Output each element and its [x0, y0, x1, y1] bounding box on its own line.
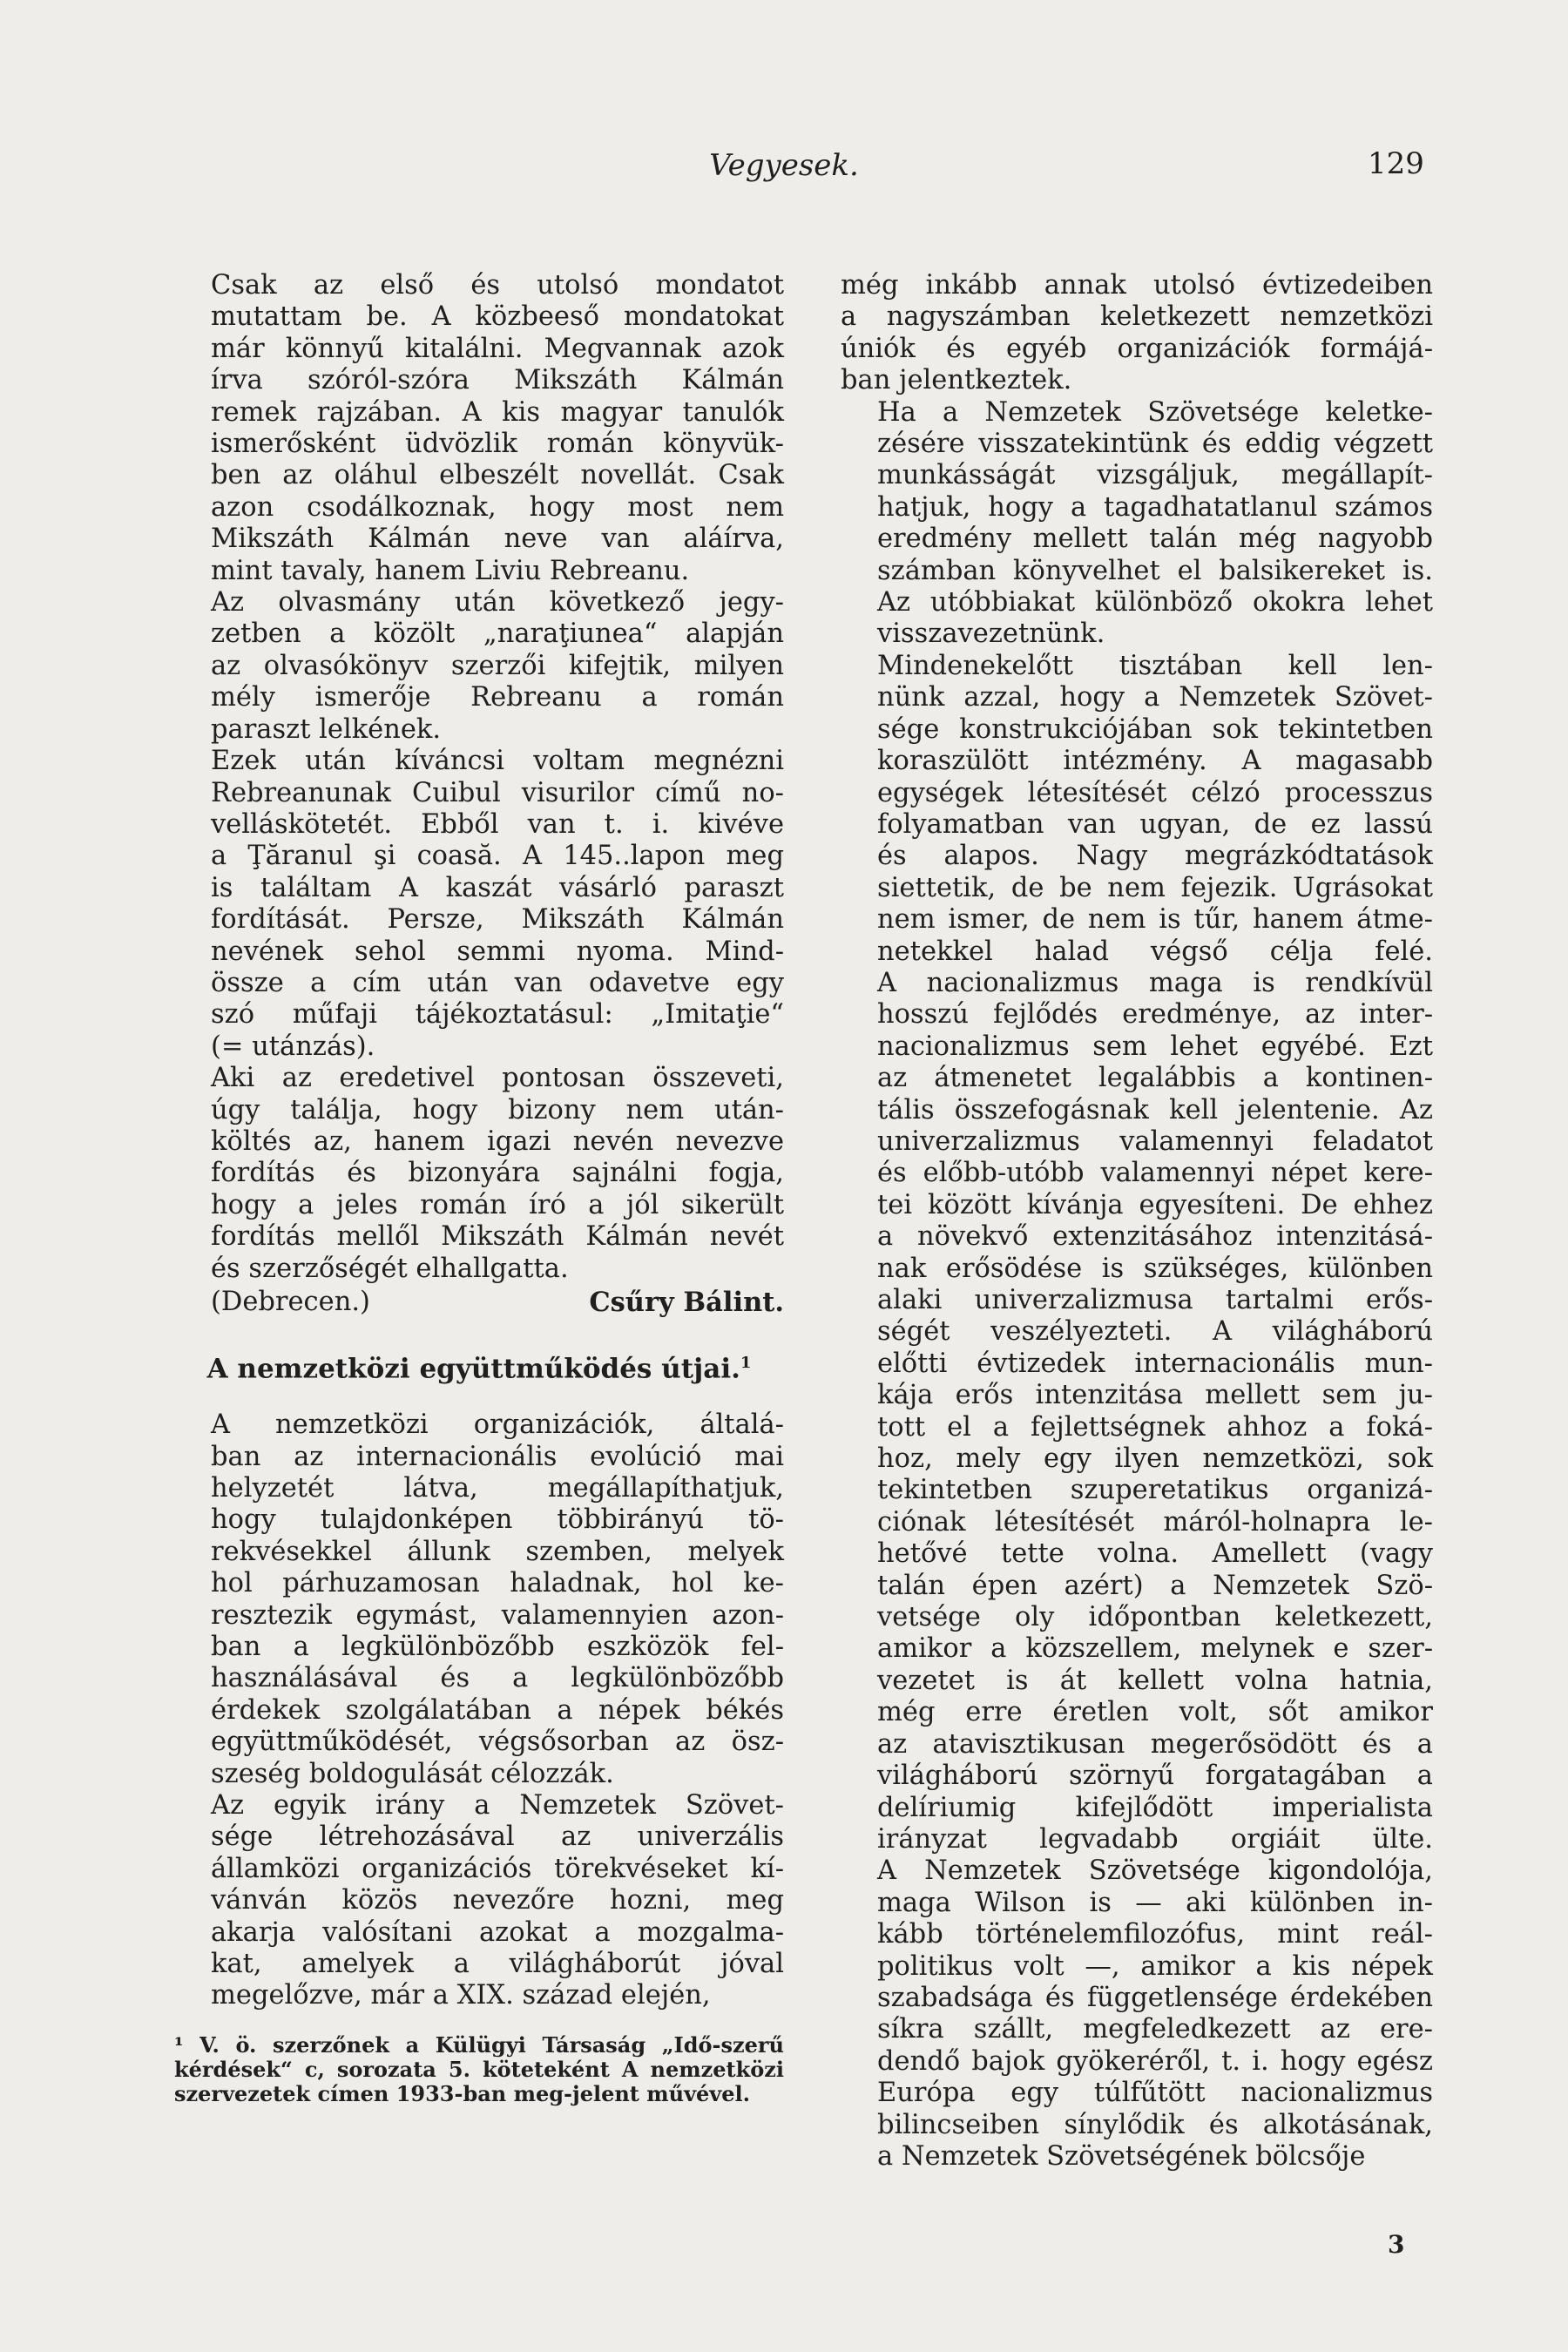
- text-line: Aki az eredetivel pontosan összeveti,: [211, 1063, 784, 1094]
- text-line: ismerősként üdvözlik román könyvük-: [211, 429, 784, 460]
- text-line: az atavisztikusan megerősödött és a: [877, 1728, 1433, 1760]
- paragraph: [841, 397, 1433, 651]
- text-line: is találtam A kaszát vásárló paraszt: [211, 872, 784, 903]
- text-line: ban a legkülönbözőbb eszközök fel-: [211, 1631, 784, 1662]
- text-line: dendő bajok gyökeréről, t. i. hogy egész: [877, 2045, 1433, 2077]
- running-header: Vegyesek.: [709, 148, 859, 183]
- text-line: mint tavaly, hanem Liviu Rebreanu.: [211, 555, 690, 586]
- text-line: sége létrehozásával az univerzális: [211, 1821, 784, 1853]
- text-line: resztezik egymást, valamennyien azon-: [211, 1599, 784, 1631]
- text-line: mély ismerője Rebreanu a román: [211, 682, 784, 713]
- text-line: egységek létesítését célzó processzus: [877, 777, 1433, 808]
- text-line: bilincseiben sínylődik és alkotásának,: [877, 2109, 1433, 2140]
- text-line: sége konstrukciójában sok tekintetben: [877, 713, 1433, 745]
- text-line: irányzat legvadabb orgiáit ülte.: [877, 1823, 1433, 1855]
- text-line: előtti évtizedek internacionális mun-: [877, 1348, 1433, 1379]
- text-line: úniók és egyéb organizációk formájá-: [841, 333, 1433, 364]
- text-line: Az olvasmány után következő jegy-: [211, 587, 784, 618]
- text-line: hetővé tette volna. Amellett (vagy: [877, 1538, 1433, 1570]
- text-line: nevének sehol semmi nyoma. Mind-: [211, 936, 784, 967]
- section-title-text: A nemzetközi együttműködés útjai.: [206, 1353, 740, 1385]
- text-line: delíriumig kifejlődött imperialista: [877, 1792, 1433, 1823]
- text-line: szeség boldogulását célozzák.: [211, 1758, 614, 1789]
- paragraph: [841, 270, 1433, 397]
- text-line: univerzalizmus valamennyi feladatot: [877, 1125, 1433, 1157]
- text-line: ben az oláhul elbeszélt novellát. Csak: [211, 460, 784, 491]
- text-line: az átmenetet legalábbis a kontinen-: [877, 1063, 1433, 1094]
- text-line: hogy a jeles román író a jól sikerült: [211, 1189, 784, 1220]
- text-line: visszavezetnünk.: [877, 618, 1105, 650]
- signature-mark: 3: [1388, 2230, 1405, 2259]
- text-line: hatjuk, hogy a tagadhatatlanul számos: [877, 491, 1433, 523]
- text-line: fordítás mellől Mikszáth Kálmán nevét: [211, 1221, 784, 1253]
- paragraph: [174, 587, 784, 746]
- footnote-marker: 1: [740, 1354, 752, 1373]
- section-title: [174, 1348, 784, 1385]
- text-line: A nacionalizmus maga is rendkívül: [877, 967, 1433, 998]
- text-line: Európa egy túlfűtött nacionalizmus: [877, 2078, 1433, 2109]
- text-line: A Nemzetek Szövetsége kigondolója,: [877, 1855, 1433, 1887]
- text-line: hoz, mely egy ilyen nemzetközi, sok: [877, 1443, 1433, 1475]
- text-line: nem ismer, de nem is tűr, hanem átme-: [877, 904, 1433, 936]
- text-line: netekkel halad végső célja felé.: [877, 936, 1433, 967]
- text-line: vetsége oly időpontban keletkezett,: [877, 1602, 1433, 1633]
- text-line: munkásságát vizsgáljuk, megállapít-: [877, 460, 1433, 491]
- paragraph: [174, 746, 784, 1063]
- text-line: Csak az első és utolsó mondatot: [211, 270, 784, 301]
- text-line: siettetik, de be nem fejezik. Ugrásokat: [877, 872, 1433, 903]
- text-line: kat, amelyek a világháborút jóval: [211, 1949, 784, 1980]
- text-line: Ha a Nemzetek Szövetsége keletke-: [877, 396, 1433, 428]
- text-line: hol párhuzamosan haladnak, hol ke-: [211, 1568, 784, 1599]
- text-line: A nemzetközi organizációk, általá-: [211, 1409, 784, 1441]
- text-line: világháború szörnyű forgatagában a: [877, 1761, 1433, 1792]
- text-line: a Nemzetek Szövetségének bölcsője: [877, 2140, 1366, 2172]
- text-line: össze a cím után van odavetve egy: [211, 967, 784, 998]
- text-line: ciónak létesítését máról-holnapra le-: [877, 1506, 1433, 1538]
- page-number: 129: [1368, 146, 1424, 181]
- text-line: kája erős intenzitása mellett sem ju-: [877, 1380, 1433, 1411]
- text-line: politikus volt —, amikor a kis népek: [877, 1950, 1433, 1982]
- paragraph: [174, 1063, 784, 1285]
- text-line: úgy találja, hogy bizony nem után-: [211, 1094, 784, 1125]
- text-line: tei között kívánja egyesíteni. De ehhez: [877, 1189, 1433, 1220]
- text-line: Az egyik irány a Nemzetek Szövet-: [211, 1790, 784, 1821]
- text-line: fordítás és bizonyára sajnálni fogja,: [211, 1158, 784, 1189]
- text-line: még inkább annak utolsó évtizedeiben: [841, 270, 1433, 301]
- text-line: fordítását. Persze, Mikszáth Kálmán: [211, 904, 784, 936]
- text-line: talán épen azért) a Nemzetek Szö-: [877, 1570, 1433, 1601]
- text-line: Rebreanunak Cuibul visurilor című no-: [211, 777, 784, 808]
- text-line: koraszülött intézmény. A magasabb: [877, 746, 1433, 777]
- text-line: helyzetét látva, megállapíthatjuk,: [211, 1472, 784, 1504]
- text-line: tális összefogásnak kell jelentenie. Az: [877, 1094, 1433, 1125]
- text-line: a növekvő extenzitásához intenzitásá-: [877, 1221, 1433, 1253]
- text-line: és előbb-utóbb valamennyi népet kere-: [877, 1158, 1433, 1189]
- text-line: vezetet is át kellett volna hatnia,: [877, 1665, 1433, 1696]
- text-line: paraszt lelkének.: [211, 713, 442, 745]
- text-line: ban az internacionális evolúció mai: [211, 1441, 784, 1472]
- text-line: használásával és a legkülönbözőbb: [211, 1663, 784, 1694]
- text-line: nünk azzal, hogy a Nemzetek Szövet-: [877, 682, 1433, 713]
- text-line: tekintetben szuperetatikus organizá-: [877, 1475, 1433, 1506]
- right-column: [841, 270, 1433, 2173]
- text-line: írva szóról-szóra Mikszáth Kálmán: [211, 365, 784, 396]
- text-line: Ezek után kíváncsi voltam megnézni: [211, 746, 784, 777]
- paragraph: [841, 651, 1433, 2173]
- footnote: ¹ V. ö. szerzőnek a Külügyi Társaság „Idő-szerű kérdések“ c, sorozata 5. köteteként A nemzetközi szervezetek címen 1933-ban meg-jelent művével.: [174, 2031, 784, 2106]
- text-line: már könnyű kitalálni. Megvannak azok: [211, 333, 784, 364]
- text-line: szó műfaji tájékoztatásul: „Imitaţie“: [211, 999, 784, 1031]
- text-line: hogy tulajdonképen többirányú tö-: [211, 1504, 784, 1536]
- text-line: maga Wilson is — aki különben in-: [877, 1887, 1433, 1918]
- text-line: a nagyszámban keletkezett nemzetközi: [841, 301, 1433, 333]
- left-column: [174, 270, 784, 2106]
- text-line: Mindenekelőtt tisztában kell len-: [877, 650, 1433, 681]
- text-line: ségét veszélyezteti. A világháború: [877, 1316, 1433, 1348]
- text-line: amikor a közszellem, melynek e szer-: [877, 1633, 1433, 1665]
- text-line: alaki univerzalizmusa tartalmi erős-: [877, 1285, 1433, 1315]
- text-line: megelőzve, már a XIX. század elején,: [211, 1980, 711, 2011]
- text-line: hosszú fejlődés eredménye, az inter-: [877, 999, 1433, 1031]
- place-label: (Debrecen.): [211, 1287, 370, 1317]
- text-line: Az utóbbiakat különböző okokra lehet: [877, 587, 1433, 618]
- text-line: Mikszáth Kálmán neve van aláírva,: [211, 524, 784, 555]
- text-line: a Ţăranul şi coasă. A 145..lapon meg: [211, 841, 784, 872]
- text-line: kább történelemfilozófus, mint reál-: [877, 1919, 1433, 1950]
- text-line: vánván közös nevezőre hozni, meg: [211, 1885, 784, 1916]
- author-signature: Csűry Bálint.: [589, 1287, 784, 1318]
- text-line: akarja valósítani azokat a mozgalma-: [211, 1916, 784, 1948]
- text-line: folyamatban van ugyan, de ez lassú: [877, 808, 1433, 840]
- paragraph: [174, 1790, 784, 2012]
- text-line: számban könyvelhet el balsikereket is.: [877, 555, 1433, 586]
- text-line: ban jelentkeztek.: [841, 365, 1072, 396]
- text-line: szabadsága és függetlensége érdekében: [877, 1982, 1433, 2013]
- text-line: még erre éretlen volt, sőt amikor: [877, 1697, 1433, 1728]
- text-line: velláskötetét. Ebből van t. i. kivéve: [211, 808, 784, 840]
- text-line: síkra szállt, megfeledkezett az ere-: [877, 2014, 1433, 2045]
- text-line: remek rajzában. A kis magyar tanulók: [211, 396, 784, 428]
- text-line: zetben a közölt „naraţiunea“ alapján: [211, 618, 784, 650]
- text-line: azon csodálkoznak, hogy most nem: [211, 491, 784, 523]
- text-line: együttműködését, végsősorban az ösz-: [211, 1727, 784, 1758]
- text-line: és alapos. Nagy megrázkódtatások: [877, 841, 1433, 872]
- paragraph: [174, 270, 784, 587]
- text-line: költés az, hanem igazi nevén nevezve: [211, 1125, 784, 1157]
- text-line: érdekek szolgálatában a népek békés: [211, 1694, 784, 1726]
- paragraph: [174, 1409, 784, 1790]
- text-line: tott el a fejlettségnek ahhoz a foká-: [877, 1411, 1433, 1443]
- text-line: rekvésekkel állunk szemben, melyek: [211, 1536, 784, 1567]
- text-line: eredmény mellett talán még nagyobb: [877, 524, 1433, 555]
- text-line: mutattam be. A közbeeső mondatokat: [211, 301, 784, 333]
- text-line: az olvasókönyv szerzői kifejtik, milyen: [211, 650, 784, 681]
- text-line: (= utánzás).: [211, 1031, 375, 1062]
- text-line: államközi organizációs törekvéseket kí-: [211, 1853, 784, 1884]
- text-line: zésére visszatekintünk és eddig végzett: [877, 429, 1433, 460]
- signature-row: [174, 1287, 784, 1318]
- text-line: nak erősödése is szükséges, különben: [877, 1253, 1433, 1284]
- text-line: és szerzőségét elhallgatta.: [211, 1253, 569, 1284]
- text-line: nacionalizmus sem lehet egyébé. Ezt: [877, 1031, 1433, 1062]
